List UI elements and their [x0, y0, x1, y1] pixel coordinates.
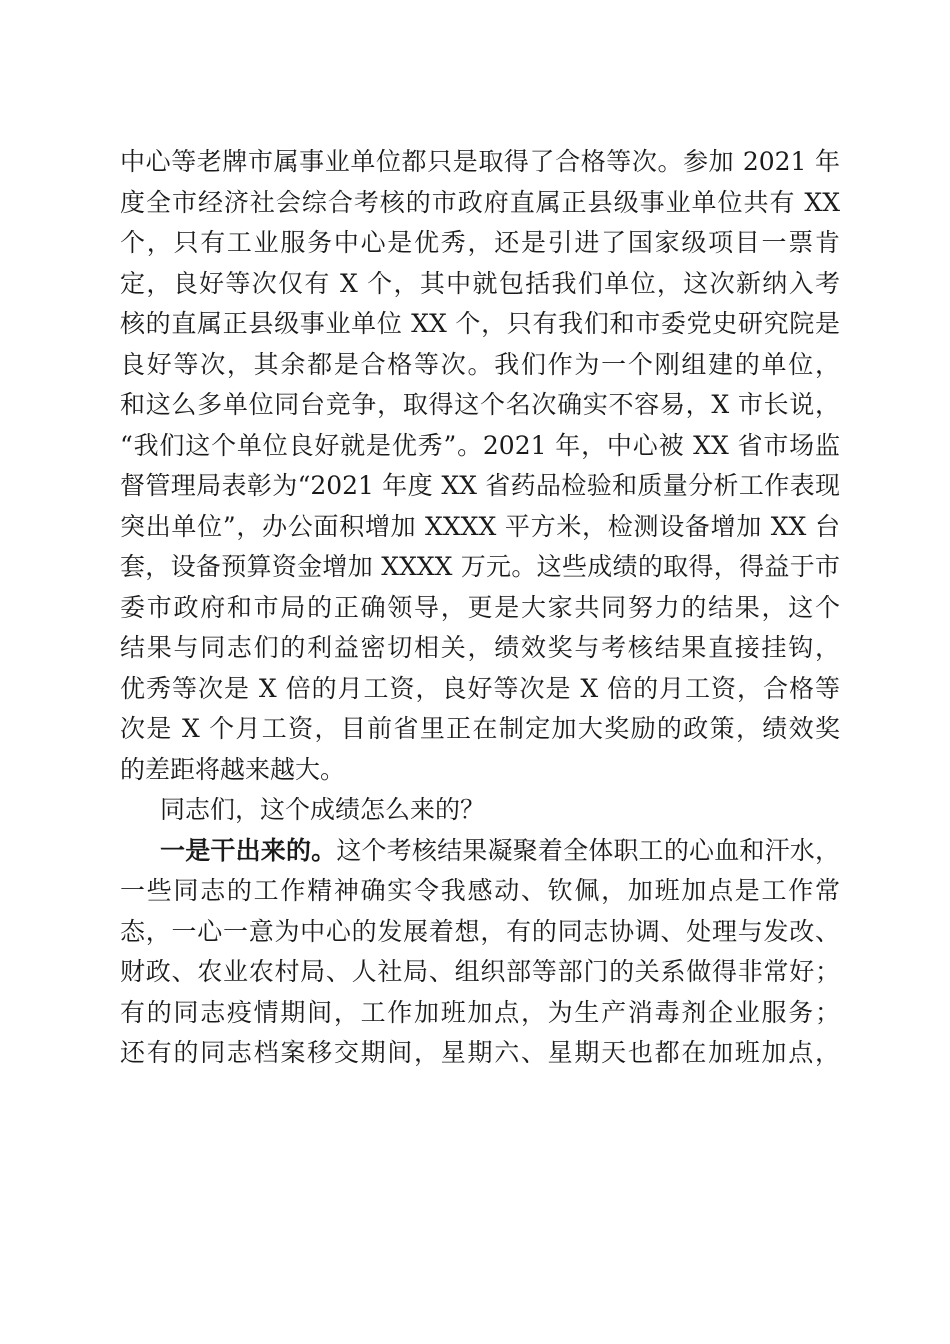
text-line: 定，良好等次仅有 X 个，其中就包括我们单位，这次新纳入考 — [120, 268, 840, 298]
text-line: “我们这个单位良好就是优秀”。2021 年，中心被 XX 省市场监 — [120, 430, 840, 460]
text-line: 财政、农业农村局、人社局、组织部等部门的关系做得非常好； — [120, 957, 840, 986]
text-line: 一些同志的工作精神确实令我感动、钦佩，加班加点是工作常 — [120, 876, 840, 905]
text-line: 核的直属正县级事业单位 XX 个，只有我们和市委党史研究院是 — [120, 309, 840, 338]
paragraph-2 — [120, 790, 840, 831]
text-line: 次是 X 个月工资，目前省里正在制定加大奖励的政策，绩效奖 — [120, 714, 840, 743]
text-line: 态，一心一意为中心的发展着想，有的同志协调、处理与发改、 — [120, 916, 840, 946]
text-line: 的差距将越来越大。 — [120, 754, 346, 784]
text-line: 优秀等次是 X 倍的月工资，良好等次是 X 倍的月工资，合格等 — [120, 673, 840, 703]
text-line: 个，只有工业服务中心是优秀，还是引进了国家级项目一票肯 — [120, 228, 840, 257]
paragraph-3 — [120, 831, 840, 1074]
text-line: 良好等次，其余都是合格等次。我们作为一个刚组建的单位， — [120, 349, 840, 379]
paragraph-1 — [120, 142, 840, 790]
document-body — [120, 142, 840, 1074]
text-line: 和这么多单位同台竞争，取得这个名次确实不容易，X 市长说， — [120, 390, 840, 419]
text-line: 同志们，这个成绩怎么来的？ — [160, 795, 486, 824]
text-line: 还有的同志档案移交期间，星期六、星期天也都在加班加点， — [120, 1038, 840, 1067]
lead-line — [120, 831, 840, 872]
text-line: 委市政府和市局的正确领导，更是大家共同努力的结果，这个 — [120, 592, 840, 622]
text-line: 度全市经济社会综合考核的市政府直属正县级事业单位共有 XX — [120, 187, 840, 217]
text-line: 结果与同志们的利益密切相关，绩效奖与考核结果直接挂钩， — [120, 633, 840, 662]
lead-heading: 一是干出来的。 — [160, 835, 337, 865]
text-line: 突出单位”，办公面积增加 XXXX 平方米，检测设备增加 XX 台 — [120, 511, 840, 541]
lead-text: 这个考核结果凝聚着全体职工的心血和汗水， — [336, 835, 840, 865]
text-line: 有的同志疫情期间，工作加班加点，为生产消毒剂企业服务； — [120, 997, 840, 1027]
text-line: 中心等老牌市属事业单位都只是取得了合格等次。参加 2021 年 — [120, 147, 840, 176]
text-line: 套，设备预算资金增加 XXXX 万元。这些成绩的取得，得益于市 — [120, 552, 840, 581]
text-line: 督管理局表彰为“2021 年度 XX 省药品检验和质量分析工作表现 — [120, 471, 840, 500]
